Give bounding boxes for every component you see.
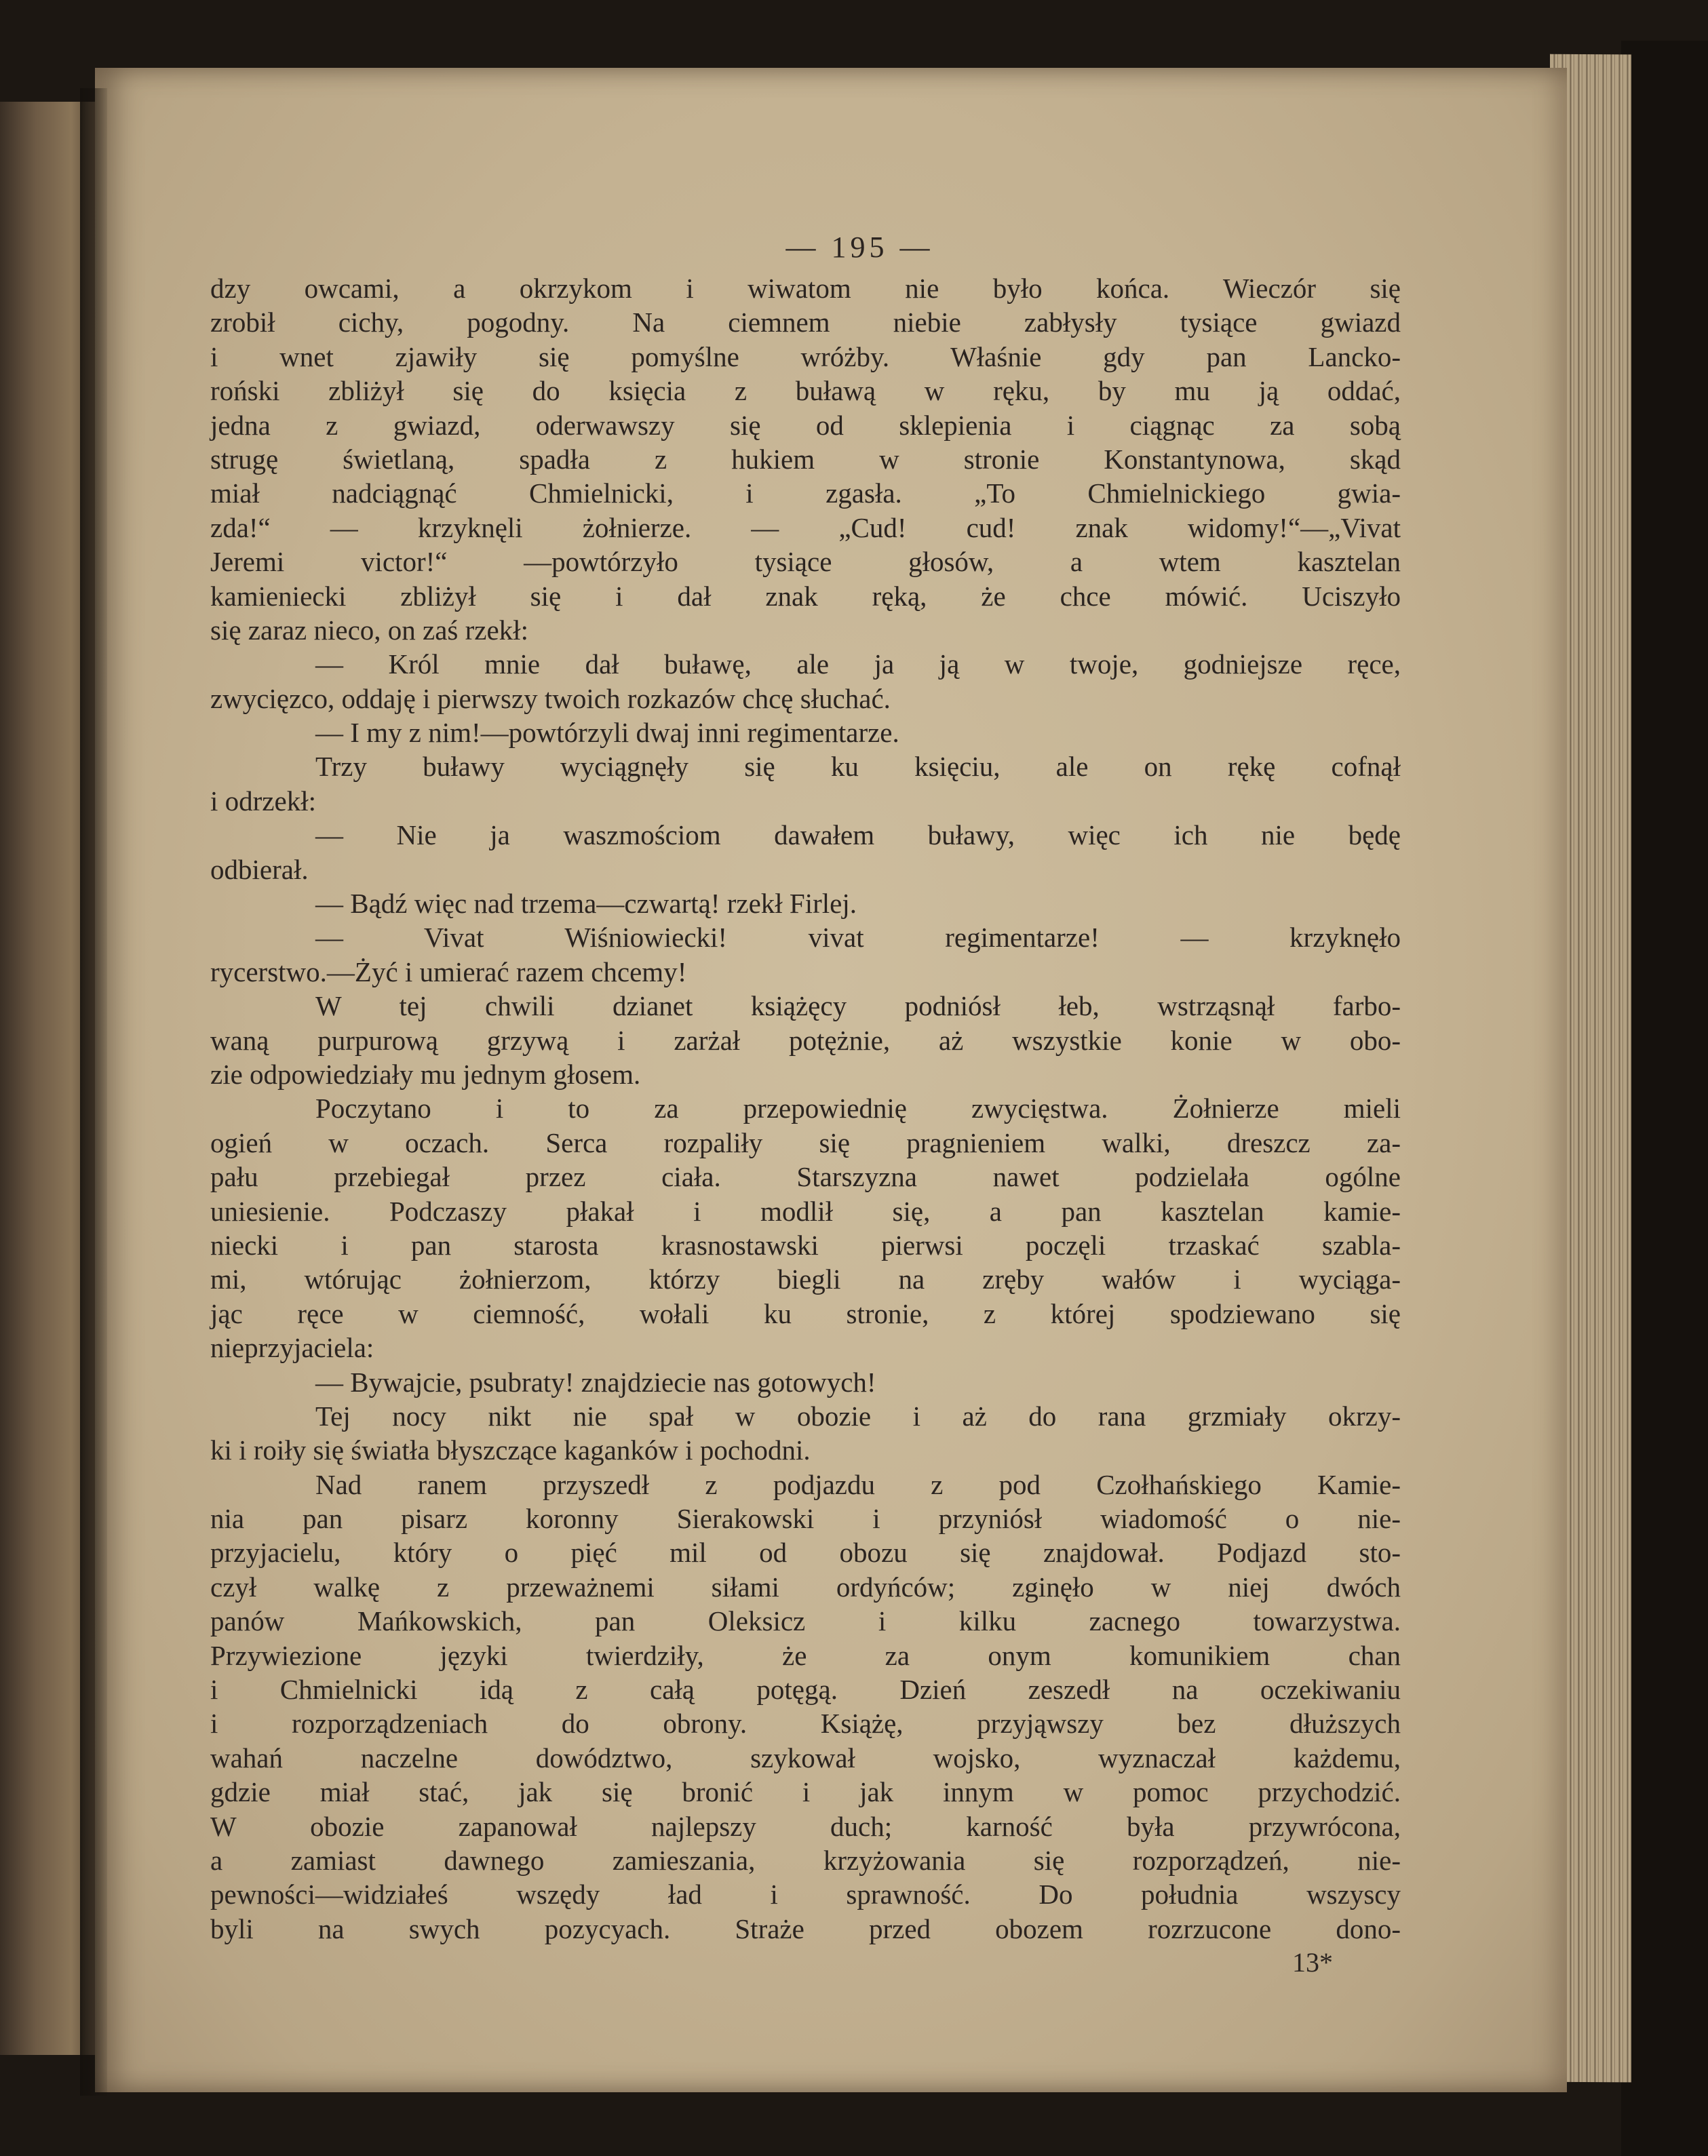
text-line: — Bywajcie, psubraty! znajdziecie nas gotowych! bbox=[315, 1366, 876, 1398]
text-line: Nad ranem przyszedł z podjazdu z pod Czołhańskiego Kamie- bbox=[315, 1468, 1401, 1500]
text-line: — Król mnie dał buławę, ale ja ją w twoje, godniejsze ręce, bbox=[315, 648, 1401, 680]
text-line: się zaraz nieco, on zaś rzekł: bbox=[210, 614, 528, 646]
text-line: W tej chwili dzianet książęcy podniósł łeb, wstrząsnął farbo- bbox=[315, 990, 1401, 1022]
text-line: zie odpowiedziały mu jednym głosem. bbox=[210, 1058, 641, 1090]
text-line: — I my z nim!—powtórzyli dwaj inni regimentarze. bbox=[315, 717, 899, 749]
text-line: i Chmielnicki idą z całą potęgą. Dzień zeszedł na oczekiwaniu bbox=[210, 1674, 1401, 1706]
text-line: byli na swych pozycyach. Straże przed obozem rozrzucone dono- bbox=[210, 1913, 1401, 1944]
text-line: przyjacielu, który o pięć mil od obozu się znajdował. Podjazd sto- bbox=[210, 1537, 1401, 1569]
text-line: gdzie miał stać, jak się bronić i jak innym w pomoc przychodzić. bbox=[210, 1776, 1401, 1808]
text-line: jąc ręce w ciemność, wołali ku stronie, z której spodziewano się bbox=[210, 1297, 1401, 1329]
text-line: czył walkę z przeważnemi siłami ordyńców; zginęło w niej dwóch bbox=[210, 1571, 1401, 1603]
text-line: Poczytano i to za przepowiednię zwycięstwa. Żołnierze mieli bbox=[315, 1093, 1401, 1124]
text-line: dzy owcami, a okrzykom i wiwatom nie było końca. Wieczór się bbox=[210, 273, 1401, 304]
text-line: a zamiast dawnego zamieszania, krzyżowania się rozporządzeń, nie- bbox=[210, 1844, 1401, 1876]
text-line: zda!“ — krzyknęli żołnierze. — „Cud! cud! znak widomy!“—„Vivat bbox=[210, 511, 1401, 543]
background-shadow bbox=[1621, 41, 1708, 2156]
text-line: jedna z gwiazd, oderwawszy się od sklepienia i ciągnąc za sobą bbox=[210, 409, 1401, 441]
text-line: ogień w oczach. Serca rozpaliły się pragnieniem walki, dreszcz za- bbox=[210, 1126, 1401, 1158]
text-line: mi, wtórując żołnierzom, którzy biegli na zręby wałów i wyciąga- bbox=[210, 1263, 1401, 1295]
text-line: — Nie ja waszmościom dawałem buławy, więc ich nie będę bbox=[315, 819, 1401, 851]
text-line: niecki i pan starosta krasnostawski pierwsi poczęli trzaskać szabla- bbox=[210, 1229, 1401, 1261]
text-line: pewności—widziałeś wszędy ład i sprawność. Do południa wszyscy bbox=[210, 1879, 1401, 1910]
text-line: — Bądź więc nad trzema—czwartą! rzekł Firlej. bbox=[315, 888, 857, 920]
text-line: — Vivat Wiśniowiecki! vivat regimentarze! — krzyknęło bbox=[315, 922, 1401, 954]
text-line: waną purpurową grzywą i zarżał potężnie, aż wszystkie konie w obo- bbox=[210, 1024, 1401, 1056]
text-line: zrobił cichy, pogodny. Na ciemnem niebie zabłysły tysiące gwiazd bbox=[210, 307, 1401, 338]
text-line: Jeremi victor!“ —powtórzyło tysiące głosów, a wtem kasztelan bbox=[210, 546, 1401, 578]
text-line: roński zbliżył się do księcia z buławą w ręku, by mu ją oddać, bbox=[210, 375, 1401, 407]
text-lines bbox=[210, 271, 1401, 1946]
text-line: strugę świetlaną, spadła z hukiem w stronie Konstantynowa, skąd bbox=[210, 443, 1401, 475]
text-line: i rozporządzeniach do obrony. Książę, przyjąwszy bez dłuższych bbox=[210, 1708, 1401, 1740]
page-text bbox=[210, 231, 1401, 1980]
text-line: nia pan pisarz koronny Sierakowski i przyniósł wiadomość o nie- bbox=[210, 1503, 1401, 1535]
text-line: rycerstwo.—Żyć i umierać razem chcemy! bbox=[210, 956, 687, 987]
text-line: panów Mańkowskich, pan Oleksicz i kilku zacnego towarzystwa. bbox=[210, 1605, 1401, 1637]
text-line: nieprzyjaciela: bbox=[210, 1332, 374, 1364]
text-line: Trzy buławy wyciągnęły się ku księciu, ale on rękę cofnął bbox=[315, 751, 1401, 783]
spine-shadow bbox=[80, 88, 107, 2096]
text-line: Przywiezione języki twierdziły, że za onym komunikiem chan bbox=[210, 1639, 1401, 1671]
text-line: wahań naczelne dowództwo, szykował wojsko, wyznaczał każdemu, bbox=[210, 1742, 1401, 1773]
text-line: i odrzekł: bbox=[210, 785, 316, 817]
text-line: kamieniecki zbliżył się i dał znak ręką, że chce mówić. Uciszyło bbox=[210, 580, 1401, 612]
text-line: pału przebiegał przez ciała. Starszyzna nawet podzielała ogólne bbox=[210, 1161, 1401, 1193]
text-line: zwycięzco, oddaję i pierwszy twoich rozkazów chcę słuchać. bbox=[210, 682, 891, 714]
text-line: odbierał. bbox=[210, 853, 309, 885]
signature-mark: 13* bbox=[1292, 1947, 1333, 1978]
text-line: ki i roiły się światła błyszczące kaganków i pochodni. bbox=[210, 1434, 811, 1466]
text-line: uniesienie. Podczaszy płakał i modlił się, a pan kasztelan kamie- bbox=[210, 1195, 1401, 1227]
text-line: miał nadciągnąć Chmielnicki, i zgasła. „To Chmielnickiego gwia- bbox=[210, 477, 1401, 509]
text-line: W obozie zapanował najlepszy duch; karność była przywrócona, bbox=[210, 1810, 1401, 1842]
text-line: i wnet zjawiły się pomyślne wróżby. Właśnie gdy pan Lancko- bbox=[210, 340, 1401, 372]
text-line: Tej nocy nikt nie spał w obozie i aż do rana grzmiały okrzy- bbox=[315, 1400, 1401, 1432]
page-number-header: — 195 — bbox=[785, 231, 934, 264]
